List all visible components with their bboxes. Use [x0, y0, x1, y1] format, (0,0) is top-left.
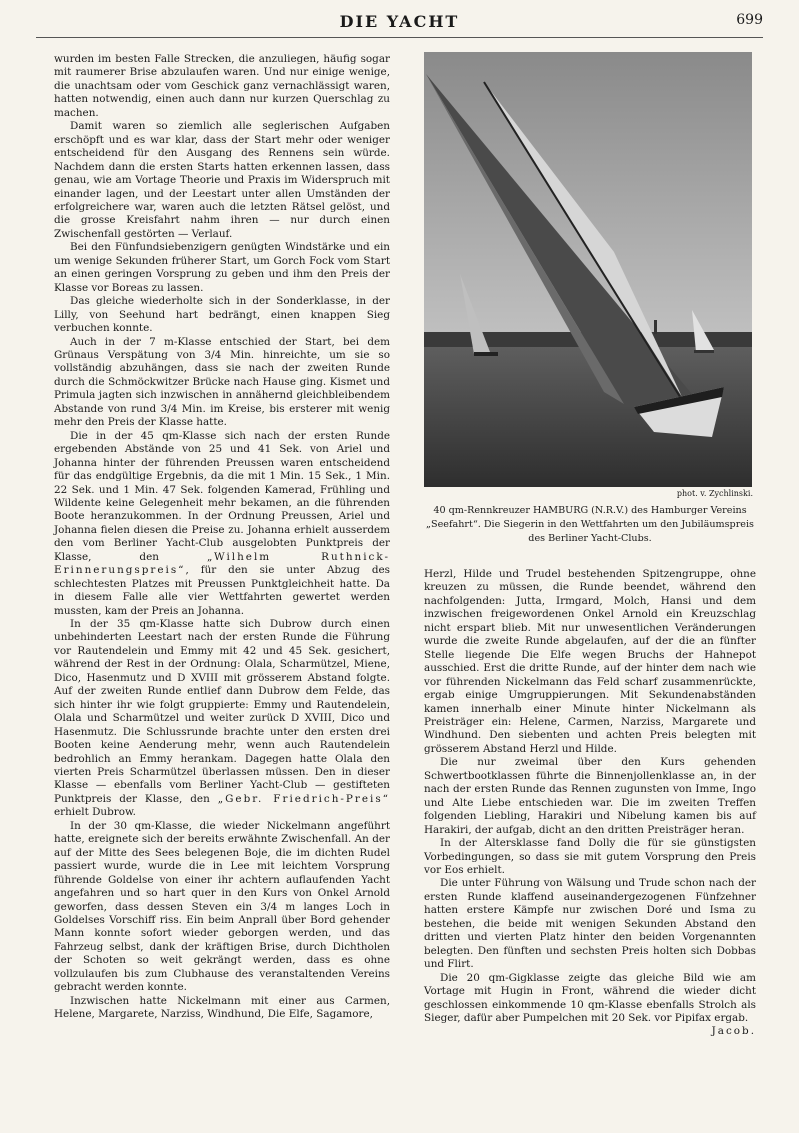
right-column [424, 568, 756, 1039]
paragraph-with-prize [54, 430, 390, 618]
paragraph: In der Altersklasse fand Dolly die für sie günstigsten Vorbedingungen, so dass sie mit gutem Vorsprung den Preis vor Eos erhielt. [424, 837, 756, 876]
paragraph-with-prize [54, 618, 390, 820]
paragraph: Herzl, Hilde und Trudel bestehenden Spitzengruppe, ohne kreuzen zu müssen, die Runde beendet, während den nachfolgenden: Jutta, Irmgard, Molch, Hansi und dem inzwischen freigewordenen Onkel Arnold ein Kreuzschlag nicht erspart blieb. Mit nur unwesentlichen Veränderungen wurde die zweite Runde abgelaufen, auf der die an fünfter Stelle liegende Die Elfe wegen Bruchs der Hahnepot ausschied. Erst die dritte Runde, auf der hinter dem nach wie vor führenden Nickelmann das Feld scharf zusammenrückte, ergab einige Umgruppierungen. Mit Sekundenabständen kamen innerhalb einer Minute hinter Nickelmann als Preisträger ein: Helene, Carmen, Narziss, Margarete und Windhund. Den siebenten und achten Preis belegten mit grösserem Abstand Herzl und Hilde. [424, 568, 756, 755]
paragraph: wurden im besten Falle Strecken, die anzuliegen, häufig sogar mit raumerer Brise abzulaufen waren. Und nur einige wenige, die unachtsam oder vom Geschick ganz vernachlässigt waren, hatten notwendig, einen auch dann nur kurzen Querschlag zu machen. [54, 53, 390, 119]
photo-credit: phot. v. Zychlinski. [676, 489, 753, 498]
paragraph: Auch in der 7 m-Klasse entschied der Start, bei dem Grünaus Verspätung von 3/4 Min. hinreichte, um sie so vollständig abzuhängen, dass sie nach der zweiten Runde durch die Schmöckwitzer Brücke nach Hause ging. Kismet und Primula jagten sich inzwischen in annähernd gleichbleibendem Abstande von rund 3/4 Min. im Kreise, bis ersterer mit wenig mehr den Preis der Klasse hatte. [54, 335, 390, 429]
paragraph: Inzwischen hatte Nickelmann mit einer aus Carmen, Helene, Margarete, Narziss, Windhund, Die Elfe, Sagamore, [54, 994, 390, 1021]
sailboat-illustration [424, 52, 752, 487]
photo-caption [420, 504, 760, 546]
paragraph: Die nur zweimal über den Kurs gehenden Schwertbootklassen führte die Binnenjollenklasse an, in der nach der ersten Runde das Rennen zugunsten von Imme, Ingo und Alte Liebe entschieden war. Die im zweiten Treffen folgenden Liebling, Harakiri und Nibelung kamen bis auf Harakiri, der aufgab, dicht an den dritten Preisträger heran. [424, 756, 756, 836]
header-rule [36, 37, 763, 38]
author-signature: Jacob. [711, 1025, 756, 1038]
prize-name: „Gebr. Friedrich-Preis“ [217, 792, 390, 805]
caption-line: „Seefahrt“. Die Siegerin in den Wettfahrten um den Jubiläumspreis des Berliner Yacht-Clubs. [426, 519, 754, 544]
paragraph: Die 20 qm-Gigklasse zeigte das gleiche Bild wie am Vortage mit Hugin in Front, während die wieder dicht geschlossen einkommende 10 qm-Klasse ebenfalls Strolch als Sieger, dafür aber Pumpelchen mit 20 Sek. vor Pipifax ergab. [424, 971, 756, 1024]
page-number: 699 [736, 12, 763, 28]
paragraph: Das gleiche wiederholte sich in der Sonderklasse, in der Lilly, von Seehund hart bedrängt, einen knappen Sieg verbuchen konnte. [54, 295, 390, 335]
paragraph-text: Die in der 45 qm-Klasse sich nach der ersten Runde ergebenden Abstände von 25 und 41 Sek. von Ariel und Johanna hinter der führenden Preussen waren entscheidend für das endgültige Ergebnis, da die mit 1 Min. 15 Sek., 1 Min. 22 Sek. und 1 Min. 47 Sek. folgenden Kamerad, Frühling und Wildente keine Gelegenheit mehr bekamen, an die führenden Boote heranzukommen. In der Ordnung Preussen, Ariel und Johanna fielen diesen die Preise zu. Johanna erhielt ausserdem den vom Berliner Yacht-Club ausgelobten Punktpreis der Klasse, den [54, 429, 390, 563]
paragraph: In der 30 qm-Klasse, die wieder Nickelmann angeführt hatte, ereignete sich der bereits erwähnte Zwischenfall. An der auf der Mitte des Sees belegenen Boje, die im dichten Rudel passiert wurde, wurde die in Lee mit leichtem Vorsprung führende Goldelse von einer ihr achtern auflaufenden Yacht angefahren und so hart quer in den Kurs von Onkel Arnold geworfen, dass dessen Steven ein 3/4 m langes Loch in Goldelses Vorschiff riss. Ein beim Anprall über Bord gehender Mann konnte sofort wieder geborgen werden, und das Fahrzeug selbst, dank der kräftigen Brise, durch Dichtholen der Schoten so weit gekrängt werden, dass es ohne vollzulaufen bis zum Clubhause des veranstaltenden Vereins gebracht werden konnte. [54, 819, 390, 994]
page-header-title: DIE YACHT [339, 12, 460, 31]
paragraph-text: erhielt Dubrow. [54, 806, 136, 819]
prize-name: „Wilhelm Ruthnick-Erinnerungspreis“ [54, 550, 390, 577]
paragraph: Bei den Fünfundsiebenzigern genügten Windstärke und ein um wenige Sekunden früherer Start, um Gorch Fock vom Start an einen geringen Vorsprung zu geben und ihm den Preis der Klasse vor Boreas zu lassen. [54, 241, 390, 294]
caption-line: 40 qm-Rennkreuzer HAMBURG (N.R.V.) des Hamburger Vereins [433, 505, 747, 516]
paragraph-text: , für den sie unter Abzug des schlechtesten Platzes mit Preussen Punktgleichheit hatte. Da in diesem Falle alle vier Wettfahrten gewertet werden mussten, kam der Preis an Johanna. [54, 564, 390, 617]
left-column [54, 53, 390, 1022]
paragraph-text: In der 35 qm-Klasse hatte sich Dubrow durch einen unbehinderten Leestart nach der ersten Runde die Führung vor Rautendelein und Emmy mit 42 und 45 Sek. gesichert, während der Rest in der Ordnung: Olala, Scharmützel, Miene, Dico, Hasenmutz und D XVIII mit grösserem Abstand folgte. Auf der zweiten Runde entlief dann Dubrow dem Felde, das sich hinter ihr wie folgt gruppierte: Emmy und Rautendelein, Olala und Scharmützel und weiter zurück D XVIII, Dico und Hasenmutz. Die Schlussrunde brachte unter den ersten drei Booten keine Aenderung mehr, wenn auch Rautendelein bedrohlich an Emmy herankam. Dagegen hatte Olala den vierten Preis Scharmützel überlassen müssen. Den in dieser Klasse — ebenfalls vom Berliner Yacht-Club — gestifteten Punktpreis der Klasse, den [54, 618, 390, 805]
sailboat-photo [424, 52, 752, 487]
paragraph: Damit waren so ziemlich alle seglerischen Aufgaben erschöpft und es war klar, dass der Start mehr oder weniger entscheidend für den Ausgang des Rennens sein würde. Nachdem dann die ersten Starts hatten erkennen lassen, dass genau, wie am Vortage Theorie und Praxis im Widerspruch mit einander lagen, und der Leestart unter allen Umständen der erfolgreichere war, waren auch die letzten Rätsel gelöst, und die grosse Kreisfahrt nahm ihren — nur durch einen Zwischenfall gestörten — Verlauf. [54, 120, 390, 240]
paragraph: Die unter Führung von Wälsung und Trude schon nach der ersten Runde klaffend auseinandergezogenen Fünfzehner hatten erstere Kämpfe nur zwischen Doré und Isma zu bestehen, die beide mit wenigen Sekunden Abstand den dritten und vierten Platz hinter den beiden Vorgenannten belegten. Den fünften und sechsten Preis holten sich Dobbas und Flirt. [424, 877, 756, 971]
